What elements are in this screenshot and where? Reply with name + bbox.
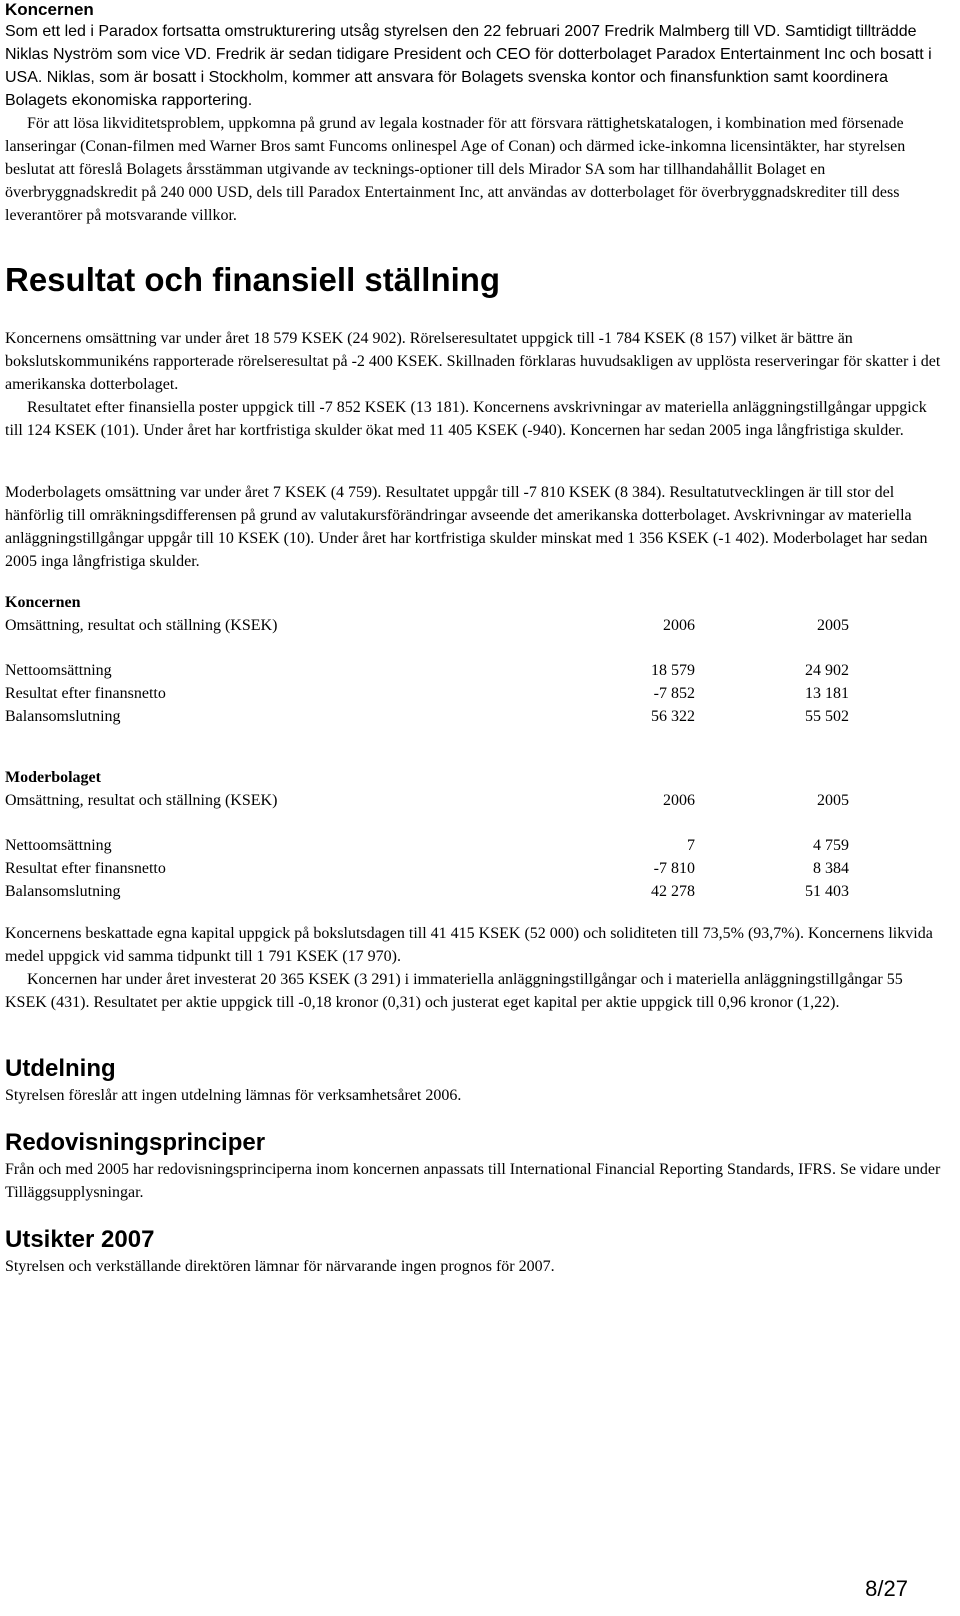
year-header: 2006 [663,617,695,634]
intro-heading: Koncernen [5,0,94,19]
results-text [5,327,945,442]
value-2006: 7 [687,837,695,854]
intro-paragraph-2: För att lösa likviditetsproblem, uppkomna på grund av legala kostnader för att försvara rättighetskatalogen, i kombination med försenade lanseringar (Conan-filmen med Warner Bros samt Funcoms onlinespel Age of Conan) och därmed icke-inkomna licensintäkter, har styrelsen beslutat att föreslå Bolagets årsstämman utgivande av tecknings-optioner till dels Mirador SA som har tillhandahållit Bolaget en överbryggnadskredit på 240 000 USD, dels till Paradox Entertainment Inc, att användas av dotterbolaget för överbryggnadskrediter till dess leverantörer på motsvarande villkor. [5,115,906,224]
row-label: Nettoomsättning [5,662,112,679]
value-2005: 13 181 [805,685,849,702]
document-page [5,0,953,1616]
dividend-text: Styrelsen föreslår att ingen utdelning lämnas för verksamhetsåret 2006. [5,1087,462,1104]
parent-financial-table [5,766,875,903]
equity-section [5,922,945,1014]
dividend-heading: Utdelning [5,1055,116,1082]
table-title: Moderbolaget [5,769,101,786]
table-subtitle: Omsättning, resultat och ställning (KSEK) [5,792,278,809]
table-row [5,880,875,903]
value-2005: 8 384 [813,860,849,877]
outlook-section [5,1225,945,1278]
table-subtitle: Omsättning, resultat och ställning (KSEK) [5,617,278,634]
accounting-section [5,1128,945,1204]
outlook-heading: Utsikter 2007 [5,1226,155,1253]
value-2006: -7 852 [653,685,695,702]
table-row [5,659,875,682]
table-row [5,834,875,857]
value-2006: 56 322 [651,708,695,725]
outlook-text: Styrelsen och verkställande direktören lämnar för närvarande ingen prognos för 2007. [5,1258,555,1275]
intro-paragraph-1: Som ett led i Paradox fortsatta omstrukturering utsåg styrelsen den 22 februari 2007 Fredrik Malmberg till VD. Samtidigt tillträdde Niklas Nyström som vice VD. Fredrik är sedan tidigare President och CEO för dotterbolaget Paradox Entertainment Inc och bosatt i USA. Niklas, som är bosatt i Stockholm, kommer att ansvara för Bolagets svenska kontor och finansfunktion samt koordinera Bolagets ekonomiska rapportering. [5,23,932,109]
value-2005: 55 502 [805,708,849,725]
table-title: Koncernen [5,594,81,611]
results-paragraph-1: Koncernens omsättning var under året 18 579 KSEK (24 902). Rörelseresultatet uppgick till -1 784 KSEK (8 157) vilket är bättre än bokslutskommunikéns rapporterade rörelseresultat på -2 400 KSEK. Skillnaden förklaras huvudsakligen av upplösta reserveringar för skatter i det amerikanska dotterbolaget. [5,330,941,393]
row-label: Resultat efter finansnetto [5,685,166,702]
row-label: Nettoomsättning [5,837,112,854]
results-section [5,260,945,300]
year-header: 2006 [663,792,695,809]
year-header: 2005 [817,792,849,809]
row-label: Balansomslutning [5,883,121,900]
results-heading: Resultat och finansiell ställning [5,261,501,298]
page-number: 8/27 [865,1576,908,1601]
accounting-heading: Redovisningsprinciper [5,1129,266,1156]
table-row [5,857,875,880]
row-label: Balansomslutning [5,708,121,725]
intro-section [5,0,945,227]
equity-paragraph-1: Koncernens beskattade egna kapital uppgick på bokslutsdagen till 41 415 KSEK (52 000) och soliditeten till 73,5% (93,7%). Koncernens likvida medel uppgick vid samma tidpunkt till 1 791 KSEK (17 970). [5,925,933,965]
parent-results-text [5,481,945,573]
value-2005: 51 403 [805,883,849,900]
value-2005: 24 902 [805,662,849,679]
results-paragraph-3: Moderbolagets omsättning var under året 7 KSEK (4 759). Resultatet uppgår till -7 810 KSEK (8 384). Resultatutvecklingen är till stor del hänförlig till omräkningsdifferensen på grund av valutakursförändringar avseende det amerikanska dotterbolaget. Avskrivningar av materiella anläggningstillgångar uppgår till 10 KSEK (10). Under året har kortfristiga skulder minskat med 1 356 KSEK (-1 402). Moderbolaget har sedan 2005 inga långfristiga skulder. [5,484,928,570]
table-row [5,705,875,728]
value-2005: 4 759 [813,837,849,854]
equity-paragraph-2: Koncernen har under året investerat 20 365 KSEK (3 291) i immateriella anläggningstillgångar och i materiella anläggningstillgångar 55 KSEK (431). Resultatet per aktie uppgick till -0,18 kronor (0,31) och justerat eget kapital per aktie uppgick till 0,96 kronor (1,22). [5,971,903,1011]
accounting-text: Från och med 2005 har redovisningsprinciperna inom koncernen anpassats till International Financial Reporting Standards, IFRS. Se vidare under Tilläggsupplysningar. [5,1161,941,1201]
group-financial-table [5,591,875,728]
value-2006: 18 579 [651,662,695,679]
table-row [5,682,875,705]
value-2006: -7 810 [653,860,695,877]
row-label: Resultat efter finansnetto [5,860,166,877]
results-paragraph-2: Resultatet efter finansiella poster uppgick till -7 852 KSEK (13 181). Koncernens avskrivningar av materiella anläggningstillgångar uppgick till 124 KSEK (101). Under året har kortfristiga skulder ökat med 11 405 KSEK (-940). Koncernen har sedan 2005 inga långfristiga skulder. [5,399,927,439]
year-header: 2005 [817,617,849,634]
dividend-section [5,1054,945,1107]
value-2006: 42 278 [651,883,695,900]
